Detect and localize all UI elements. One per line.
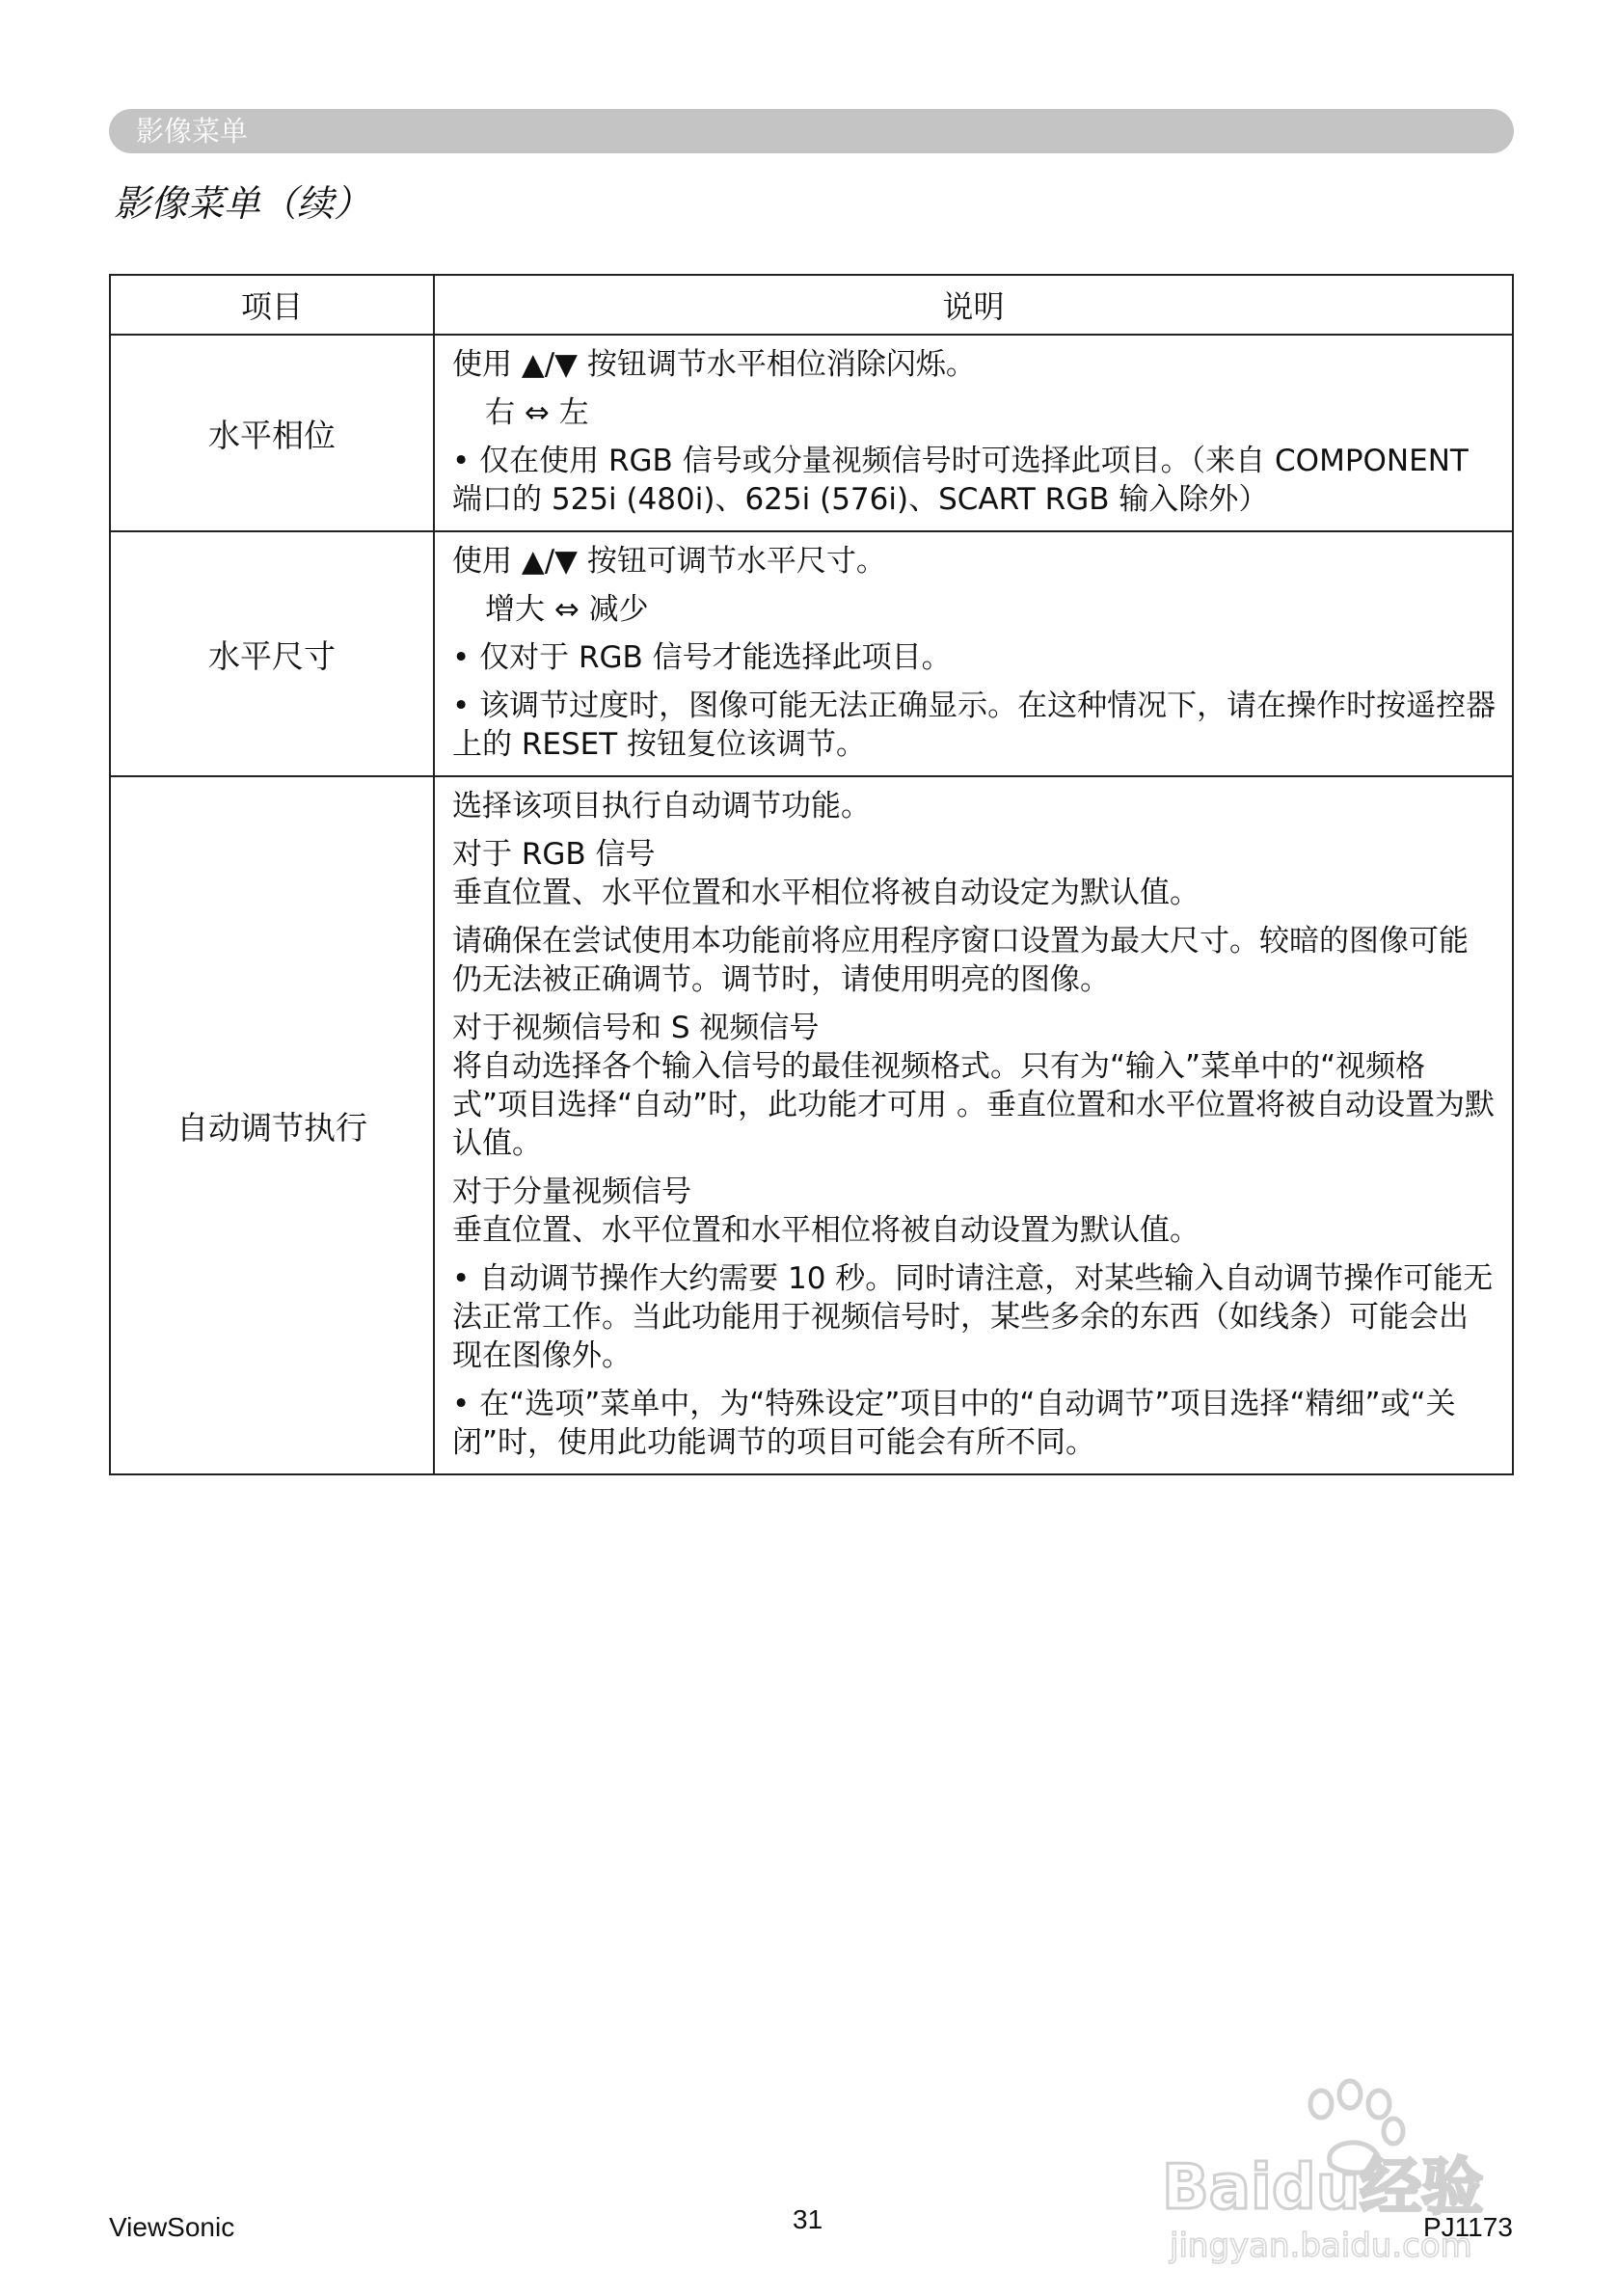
desc-line: • 自动调节操作大约需要 10 秒。同时请注意，对某些输入自动调节操作可能无法正常工作。当此功能用于视频信号时，某些多余的东西（如线条）可能会出现在图像外。 [452, 1261, 1494, 1373]
desc-line: 使用 ▲/▼ 按钮可调节水平尺寸。 [452, 544, 886, 579]
section-header-bar: 影像菜单 [109, 109, 1514, 153]
desc-line: 对于视频信号和 S 视频信号 [452, 1011, 820, 1045]
desc-line: • 仅在使用 RGB 信号或分量视频信号时可选择此项目。（来自 COMPONENT 端口的 525i (480i)、625i (576i)、SCART RGB 输入除外） [452, 444, 1469, 517]
desc-line: 垂直位置、水平位置和水平相位将被自动设置为默认值。 [452, 1213, 1200, 1248]
menu-table [109, 274, 1514, 1475]
table-row [110, 335, 1513, 531]
section-title: 影像菜单（续） [114, 182, 371, 225]
desc-line: • 仅对于 RGB 信号才能选择此项目。 [452, 640, 952, 675]
desc-h-phase [434, 335, 1513, 531]
desc-line: 垂直位置、水平位置和水平相位将被自动设定为默认值。 [452, 876, 1200, 910]
watermark-text: Baidu经验 [1162, 2152, 1484, 2224]
desc-h-size [434, 531, 1513, 776]
item-h-phase: 水平相位 [110, 335, 434, 531]
footer-brand: ViewSonic [109, 2212, 235, 2242]
desc-line: 对于 RGB 信号 [452, 837, 656, 872]
desc-line: 使用 ▲/▼ 按钮调节水平相位消除闪烁。 [452, 347, 976, 382]
table-row [110, 776, 1513, 1474]
baidu-watermark [1152, 2073, 1557, 2266]
desc-line: 选择该项目执行自动调节功能。 [452, 789, 871, 824]
desc-line: • 该调节过度时，图像可能无法正确显示。在这种情况下，请在操作时按遥控器上的 RESET 按钮复位该调节。 [452, 689, 1497, 762]
desc-line: 对于分量视频信号 [452, 1175, 691, 1209]
table-row [110, 531, 1513, 776]
desc-line: 右 ⇔ 左 [485, 395, 589, 430]
desc-line: 将自动选择各个输入信号的最佳视频格式。只有为“输入”菜单中的“视频格式”项目选择“自动”时，此功能才可用 。垂直位置和水平位置将被自动设置为默认值。 [452, 1049, 1496, 1161]
table-header-row [110, 275, 1513, 335]
col-header-description: 说明 [434, 275, 1513, 335]
desc-line: • 在“选项”菜单中，为“特殊设定”项目中的“自动调节”项目选择“精细”或“关闭”时，使用此功能调节的项目可能会有所不同。 [452, 1387, 1456, 1460]
desc-line: 请确保在尝试使用本功能前将应用程序窗口设置为最大尺寸。较暗的图像可能仍无法被正确调节。调节时，请使用明亮的图像。 [452, 924, 1469, 997]
footer-page-number: 31 [793, 2204, 823, 2234]
item-auto-adjust: 自动调节执行 [110, 776, 434, 1474]
desc-auto-adjust [434, 776, 1513, 1474]
col-header-item: 项目 [110, 275, 434, 335]
footer-model: PJ1173 [1423, 2212, 1513, 2242]
desc-line: 增大 ⇔ 减少 [485, 592, 649, 627]
item-h-size: 水平尺寸 [110, 531, 434, 776]
watermark-url: jingyan.baidu.com [1170, 2227, 1472, 2265]
